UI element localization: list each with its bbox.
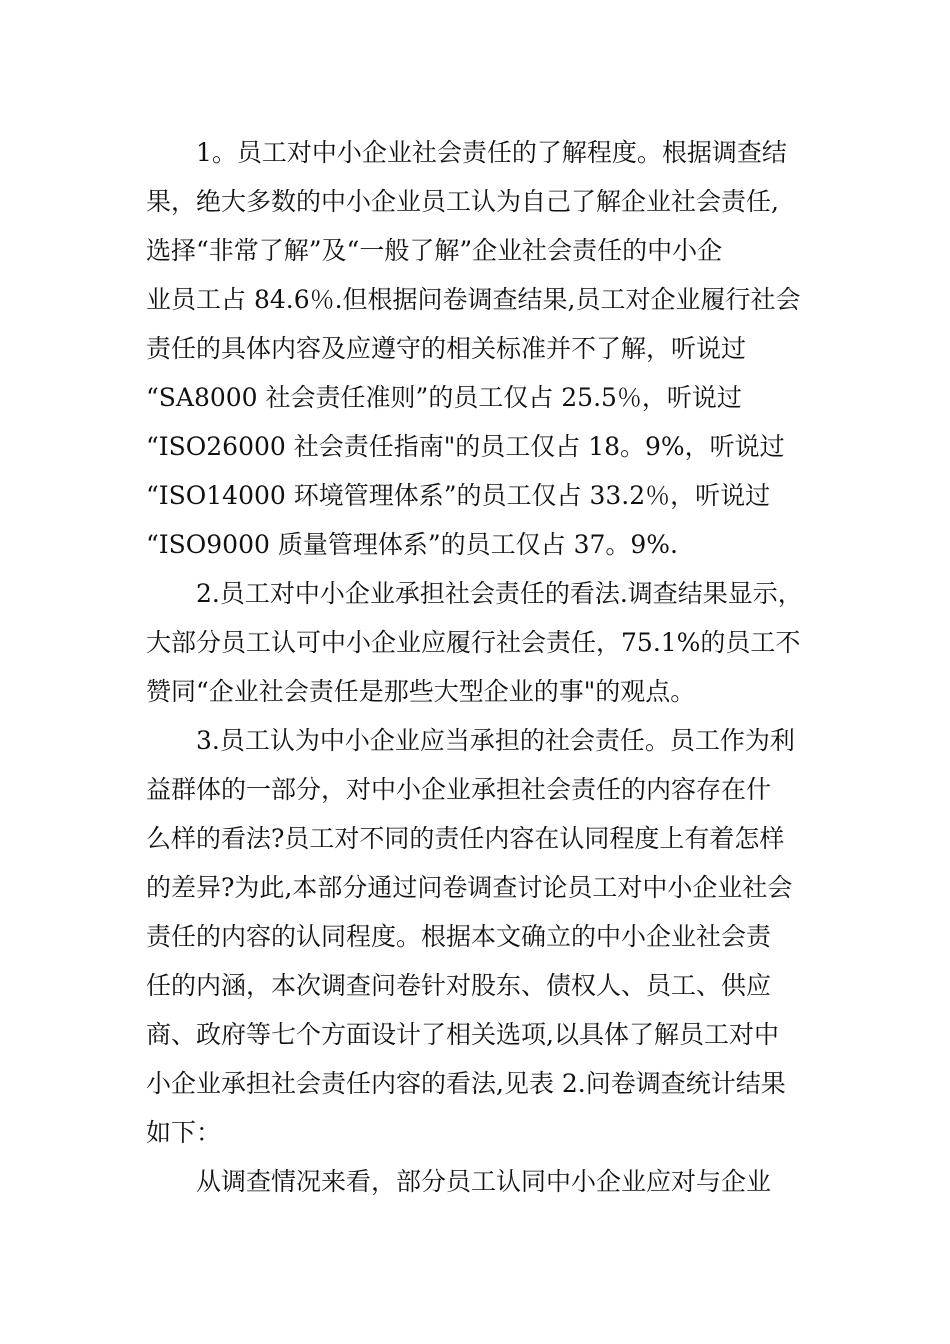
text-line: “ISO14000 环境管理体系”的员工仅占 33.2％，听说过 [146,481,771,510]
text-line: 1。员工对中小企业社会责任的了解程度。根据调查结 [196,138,787,167]
text-line: 的差异?为此,本部分通过问卷调查讨论员工对中小企业社会 [146,873,793,902]
text-line: 如下： [146,1118,222,1147]
text-line: 商、政府等七个方面设计了相关选项,以具体了解员工对中 [146,1020,779,1049]
text-line: “SA8000 社会责任准则”的员工仅占 25.5％，听说过 [146,383,742,412]
text-line: “ISO9000 质量管理体系”的员工仅占 37。9%. [146,530,678,559]
text-line: 业员工占 84.6％.但根据问卷调查结果,员工对企业履行社会 [146,285,801,314]
text-line: 么样的看法?员工对不同的责任内容在认同程度上有着怎样 [146,824,785,853]
text-line: 责任的具体内容及应遵守的相关标准并不了解，听说过 [146,334,747,363]
text-line: 从调查情况来看，部分员工认同中小企业应对与企业 [196,1167,772,1196]
text-line: “ISO26000 社会责任指南"的员工仅占 18。9%，听说过 [146,432,785,461]
text-line: 果，绝大多数的中小企业员工认为自己了解企业社会责任, [146,187,779,216]
text-line: 赞同“企业社会责任是那些大型企业的事"的观点。 [146,677,696,706]
text-line: 2.员工对中小企业承担社会责任的看法.调查结果显示， [196,579,803,608]
text-line: 任的内涵，本次调查问卷针对股东、债权人、员工、供应 [146,971,772,1000]
text-line: 大部分员工认可中小企业应履行社会责任，75.1%的员工不 [146,628,801,657]
text-line: 责任的内容的认同程度。根据本文确立的中小企业社会责 [146,922,772,951]
text-line: 益群体的一部分，对中小企业承担社会责任的内容存在什 [146,775,772,804]
text-line: 3.员工认为中小企业应当承担的社会责任。员工作为利 [196,726,795,755]
text-line: 选择“非常了解”及“一般了解”企业社会责任的中小企 [146,236,723,265]
document-body [146,128,806,1206]
text-line: 小企业承担社会责任内容的看法,见表 2.问卷调查统计结果 [146,1069,786,1098]
